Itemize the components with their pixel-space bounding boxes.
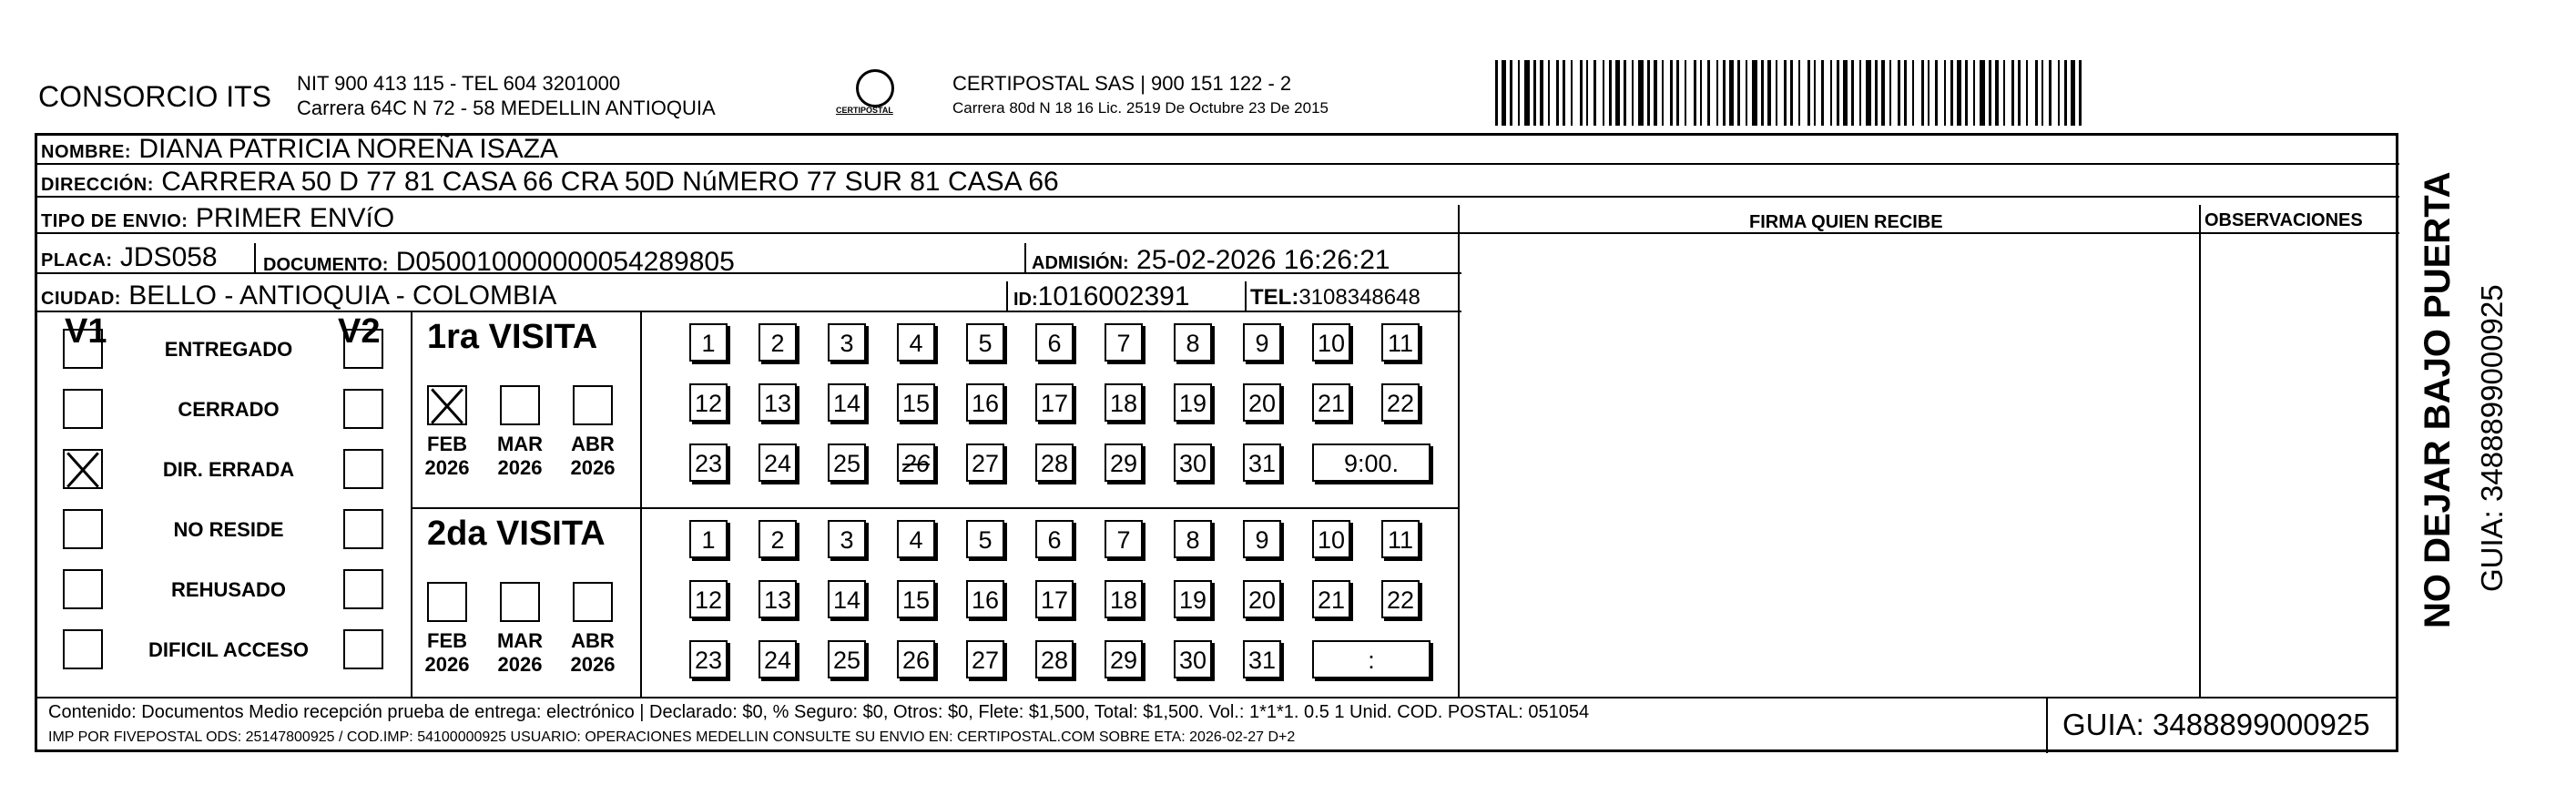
day-box[interactable]: 24 [759,640,797,678]
day-box[interactable]: 29 [1105,443,1143,482]
day-box[interactable]: 20 [1243,580,1281,618]
certi-line: CERTIPOSTAL SAS | 900 151 122 - 2 [952,72,1292,95]
status-label: REHUSADO [171,578,286,601]
barcode-bar [1965,60,1968,126]
barcode-bar [2011,60,2014,126]
day-box[interactable]: 11 [1381,323,1420,362]
barcode-bar [1950,60,1953,126]
barcode-bar [1746,60,1747,126]
month-name: MAR [496,433,544,455]
nit-line: NIT 900 413 115 - TEL 604 3201000 [297,72,621,95]
barcode [1495,60,2233,126]
barcode-bar [2064,60,2067,126]
barcode-bar [1676,60,1679,126]
v2-checkbox[interactable] [343,389,383,429]
month-name: FEB [427,629,467,652]
barcode-bar [2041,60,2043,126]
footer-line2: IMP POR FIVEPOSTAL ODS: 25147800925 / COD.IMP: 54100000925 USUARIO: OPERACIONES MEDELLIN CONSULTE SU ENVIO EN: CERTIPOSTAL.COM SOBRE ETA: 2026-02-27 D+2 [48,729,1296,745]
barcode-bar [1843,60,1848,126]
barcode-bar [1889,60,1891,126]
barcode-bar [2035,60,2038,126]
day-box[interactable]: 26 [897,443,935,482]
barcode-bar [1662,60,1664,126]
barcode-bar [1767,60,1771,126]
barcode-bar [1593,60,1596,126]
day-box[interactable]: 28 [1035,443,1074,482]
company-info [297,71,716,120]
barcode-bar [1533,60,1536,126]
v1-label: V1 [65,312,107,351]
barcode-bar [1556,60,1559,126]
day-box[interactable]: 21 [1312,580,1350,618]
day-box[interactable]: 13 [759,383,797,422]
month-name: ABR [571,629,615,652]
barcode-bar [1837,60,1839,126]
status-label: DIR. ERRADA [162,458,295,481]
day-box[interactable]: 15 [897,383,935,422]
month-checkbox[interactable] [573,582,613,622]
day-box[interactable]: 1 [689,323,728,362]
company-name: CONSORCIO ITS [38,80,272,113]
row-nombre: NOMBRE: DIANA PATRICIA NOREÑA ISAZA [37,136,2399,165]
day-box[interactable]: 19 [1174,580,1212,618]
id-value: 1016002391 [1037,281,1190,311]
barcode-bar [1524,60,1530,126]
v2-label: V2 [338,312,381,351]
day-box[interactable]: 8 [1174,520,1212,558]
month-label [565,433,620,480]
v1-checkbox[interactable] [63,569,103,609]
nombre-value: DIANA PATRICIA NOREÑA ISAZA [138,134,559,164]
day-box[interactable]: 29 [1105,640,1143,678]
day-box[interactable]: 5 [966,323,1004,362]
address-line: Carrera 64C N 72 - 58 MEDELLIN ANTIOQUIA [297,97,716,119]
barcode-bar [1784,60,1787,126]
day-box[interactable]: 12 [689,383,728,422]
barcode-bar [1973,60,1975,126]
barcode-bar [1723,60,1726,126]
month-checkbox[interactable] [573,385,613,425]
month-year: 2026 [424,456,470,479]
day-box[interactable]: 2 [759,520,797,558]
month-label [420,433,474,480]
v1-checkbox[interactable] [63,449,103,489]
v1-checkbox[interactable] [63,389,103,429]
day-box[interactable]: 27 [966,640,1004,678]
day-box[interactable]: 9 [1243,323,1281,362]
certi-license: Carrera 80d N 18 16 Lic. 2519 De Octubre 23 De 2015 [952,99,1329,117]
row-ciudad: CIUDAD: BELLO - ANTIOQUIA - COLOMBIA [37,281,1461,312]
visit-title: 2da VISITA [427,515,606,553]
month-year: 2026 [570,653,616,676]
tel-field: TEL:3108348648 [1250,285,1420,310]
footer-guia: GUIA: 3488899000925 [2062,708,2370,741]
barcode-bar [1495,60,1498,126]
month-name: ABR [571,433,615,455]
direccion-value: CARRERA 50 D 77 81 CASA 66 CRA 50D NúMERO 77 SUR 81 CASA 66 [161,167,1059,197]
day-box[interactable]: 26 [897,640,935,678]
barcode-bar [1571,60,1573,126]
barcode-bar [1707,60,1710,126]
barcode-bar [1980,60,1985,126]
month-year: 2026 [497,653,543,676]
day-box[interactable]: 4 [897,323,935,362]
placa-value: JDS058 [119,242,218,272]
barcode-bar [1609,60,1612,126]
barcode-bar [1563,60,1565,126]
v2-checkbox[interactable] [343,629,383,669]
v1-checkbox[interactable] [63,629,103,669]
row-tipo: TIPO DE ENVIO: PRIMER ENVíO [37,205,1461,234]
day-box[interactable]: 25 [828,640,866,678]
day-box[interactable]: 17 [1035,383,1074,422]
day-box[interactable]: 18 [1105,580,1143,618]
barcode-bar [1935,60,1938,126]
day-box[interactable]: 31 [1243,640,1281,678]
status-label: DIFICIL ACCESO [148,638,309,661]
barcode-bar [1632,60,1634,126]
barcode-bar [1881,60,1885,126]
day-box[interactable]: 8 [1174,323,1212,362]
no-dejar-text: NO DEJAR BAJO PUERTA [2418,171,2458,628]
barcode-bar [1761,60,1764,126]
barcode-bar [1654,60,1657,126]
barcode-bar [2003,60,2005,126]
ciudad-value: BELLO - ANTIOQUIA - COLOMBIA [128,280,557,311]
day-box[interactable]: 21 [1312,383,1350,422]
barcode-bar [1624,60,1626,126]
day-box[interactable]: 22 [1381,580,1420,618]
barcode-bar [1716,60,1718,126]
month-checkbox[interactable] [500,582,540,622]
documento: DOCUMENTO: D050010000000054289805 [263,247,735,277]
day-box[interactable]: 14 [828,383,866,422]
time-box[interactable]: 9:00. [1312,443,1431,482]
barcode-bar [1859,60,1861,126]
day-box[interactable]: 23 [689,443,728,482]
barcode-bar [1685,60,1686,126]
day-box[interactable]: 11 [1381,520,1420,558]
day-box[interactable]: 25 [828,443,866,482]
row-placa: PLACA: JDS058 [37,243,1461,274]
month-name: MAR [496,629,544,652]
admision-value: 25-02-2026 16:26:21 [1136,245,1390,275]
logo-text: CERTIPOSTAL [836,106,893,115]
barcode-bar [1518,60,1520,126]
day-box[interactable]: 30 [1174,640,1212,678]
barcode-bar [1737,60,1740,126]
day-box[interactable]: 27 [966,443,1004,482]
barcode-bar [1830,60,1832,126]
month-label [493,629,547,677]
barcode-bar [1989,60,1991,126]
day-box[interactable]: 12 [689,580,728,618]
v1-checkbox[interactable] [63,329,103,369]
barcode-bar [1904,60,1907,126]
day-box[interactable]: 6 [1035,520,1074,558]
barcode-bar [1670,60,1673,126]
barcode-bar [1510,60,1512,126]
barcode-bar [1540,60,1543,126]
month-label [420,629,474,677]
day-box[interactable]: 18 [1105,383,1143,422]
v2-checkbox[interactable] [343,329,383,369]
observaciones-label: OBSERVACIONES [2204,210,2363,230]
admision: ADMISIÓN: 25-02-2026 16:26:21 [1032,245,1390,275]
barcode-bar [1729,60,1734,126]
barcode-bar [1580,60,1583,126]
month-checkbox[interactable] [500,385,540,425]
barcode-bar [1586,60,1588,126]
day-box[interactable]: 9 [1243,520,1281,558]
certipostal-logo-icon [856,69,894,107]
barcode-bar [2058,60,2060,126]
status-label: ENTREGADO [164,338,293,361]
barcode-bar [2018,60,2021,126]
id-field: ID:1016002391 [1013,281,1190,311]
barcode-bar [2079,60,2082,126]
barcode-bar [1875,60,1878,126]
month-year: 2026 [497,456,543,479]
footer-line1: Contenido: Documentos Medio recepción prueba de entrega: electrónico | Declarado: $0, % Seguro: $0, Otros: $0, Flete: $1,500, Total: $1,500. Vol.: 1*1*1. 0.5 1 Unid. COD. POSTAL: 051054 [48,702,1590,722]
barcode-bar [2049,60,2052,126]
documento-value: D050010000000054289805 [395,247,735,277]
day-box[interactable]: 5 [966,520,1004,558]
day-box[interactable]: 7 [1105,520,1143,558]
barcode-bar [1814,60,1816,126]
barcode-bar [1615,60,1620,126]
firma-label: FIRMA QUIEN RECIBE [1749,212,1943,232]
day-box[interactable]: 17 [1035,580,1074,618]
day-box[interactable]: 20 [1243,383,1281,422]
month-year: 2026 [570,456,616,479]
status-label: NO RESIDE [173,518,284,541]
v2-checkbox[interactable] [343,509,383,549]
v2-checkbox[interactable] [343,569,383,609]
barcode-bar [1502,60,1506,126]
barcode-bar [1790,60,1793,126]
month-checkbox[interactable] [427,385,467,425]
barcode-bar [1912,60,1914,126]
tipo-value: PRIMER ENVíO [195,203,395,233]
barcode-bar [1700,60,1702,126]
barcode-bar [1921,60,1924,126]
day-box[interactable]: 31 [1243,443,1281,482]
day-box[interactable]: 28 [1035,640,1074,678]
tel-value: 3108348648 [1298,285,1420,310]
month-label [565,629,620,677]
barcode-bar [1944,60,1946,126]
barcode-bar [1821,60,1824,126]
month-name: FEB [427,433,467,455]
day-box[interactable]: 10 [1312,520,1350,558]
day-box[interactable]: 24 [759,443,797,482]
visit-title: 1ra VISITA [427,318,598,356]
month-year: 2026 [424,653,470,676]
barcode-bar [1957,60,1961,126]
day-box[interactable]: 3 [828,520,866,558]
day-box[interactable]: 3 [828,323,866,362]
row-direccion: DIRECCIÓN: CARRERA 50 D 77 81 CASA 66 CRA 50D NúMERO 77 SUR 81 CASA 66 [37,168,2399,198]
day-box[interactable]: 2 [759,323,797,362]
day-box[interactable]: 15 [897,580,935,618]
barcode-bar [1638,60,1644,126]
barcode-bar [1851,60,1854,126]
day-box[interactable]: 30 [1174,443,1212,482]
form-frame [35,133,2398,752]
day-box[interactable]: 22 [1381,383,1420,422]
barcode-bar [1647,60,1650,126]
day-box[interactable]: 1 [689,520,728,558]
barcode-bar [1776,60,1777,126]
day-box[interactable]: 13 [759,580,797,618]
day-box[interactable]: 6 [1035,323,1074,362]
barcode-bar [1866,60,1871,126]
time-box[interactable]: : [1312,640,1431,678]
v1-checkbox[interactable] [63,509,103,549]
month-label [493,433,547,480]
day-box[interactable]: 14 [828,580,866,618]
barcode-bar [1694,60,1696,126]
barcode-bar [1548,60,1550,126]
barcode-bar [1752,60,1757,126]
barcode-bar [2026,60,2028,126]
day-box[interactable]: 4 [897,520,935,558]
day-box[interactable]: 7 [1105,323,1143,362]
day-box[interactable]: 16 [966,383,1004,422]
day-box[interactable]: 10 [1312,323,1350,362]
side-guia: GUIA: 3488899000925 [2475,284,2509,592]
barcode-bar [2071,60,2075,126]
barcode-bar [1898,60,1900,126]
barcode-bar [1995,60,1999,126]
day-box[interactable]: 23 [689,640,728,678]
barcode-bar [1807,60,1810,126]
barcode-bar [1798,60,1800,126]
status-label: CERRADO [178,398,280,421]
certipostal-info [952,71,1329,120]
day-box[interactable]: 19 [1174,383,1212,422]
day-box[interactable]: 16 [966,580,1004,618]
v2-checkbox[interactable] [343,449,383,489]
barcode-bar [1928,60,1929,126]
month-checkbox[interactable] [427,582,467,622]
barcode-bar [1603,60,1604,126]
